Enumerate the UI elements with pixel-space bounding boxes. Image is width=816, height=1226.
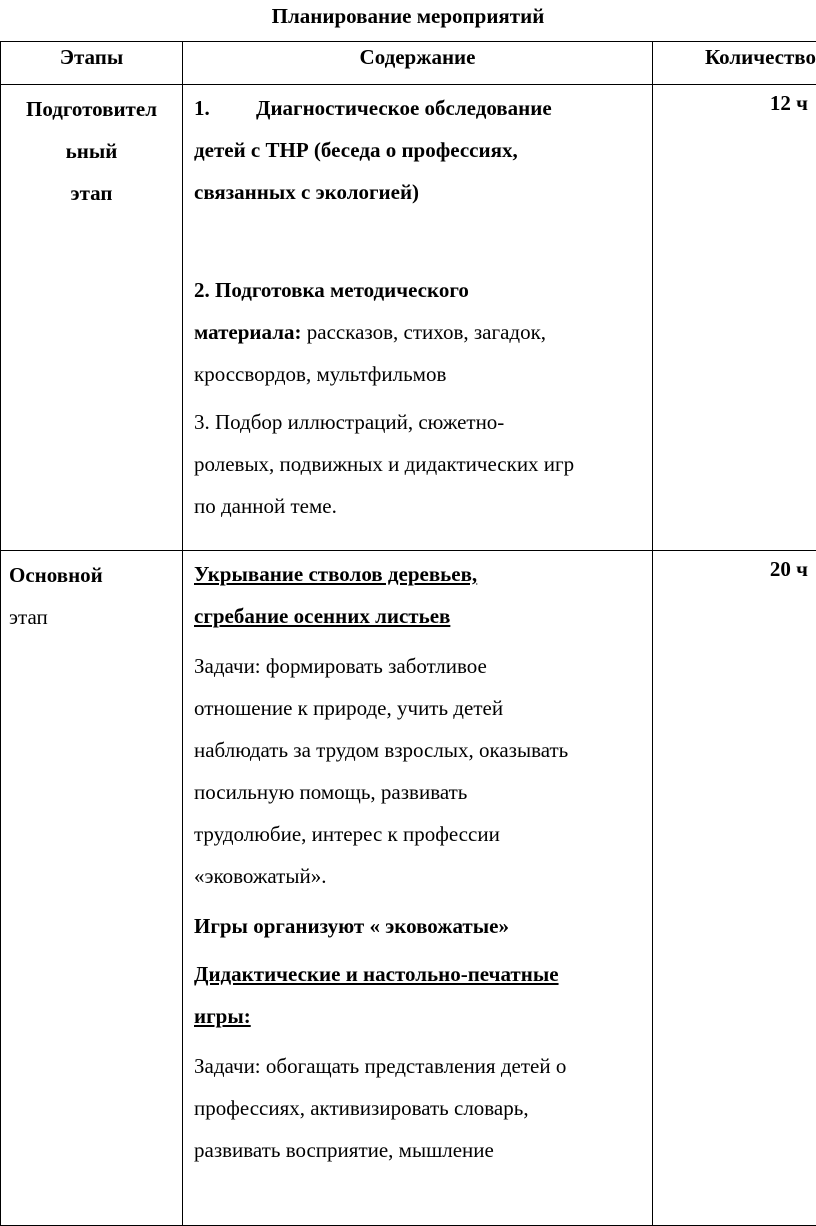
tasks-line: развивать восприятие, мышление — [194, 1129, 644, 1171]
header-quantity: Количество — [653, 42, 816, 85]
item2-text: рассказов, стихов, загадок, — [302, 320, 547, 344]
stage-line: этап — [9, 596, 182, 638]
item2-heading-cont: материала: — [194, 320, 302, 344]
tasks-line: «эковожатый». — [194, 855, 644, 897]
activity-heading: Укрывание стволов деревьев, — [194, 553, 644, 595]
tasks-line: трудолюбие, интерес к профессии — [194, 813, 644, 855]
table-row — [1, 551, 816, 1226]
item1-line: детей с ТНР (беседа о профессиях, — [194, 129, 644, 171]
didactic-heading: игры: — [194, 995, 644, 1037]
tasks-line: Задачи: формировать заботливое — [194, 645, 644, 687]
tasks-line: наблюдать за трудом взрослых, оказывать — [194, 729, 644, 771]
item3-line: 3. Подбор иллюстраций, сюжетно- — [194, 401, 644, 443]
stage-cell — [1, 85, 183, 551]
stage-line: этап — [1, 172, 182, 214]
item2-heading: 2. Подготовка методического — [194, 269, 644, 311]
tasks-line: отношение к природе, учить детей — [194, 687, 644, 729]
item2-line: кроссвордов, мультфильмов — [194, 353, 644, 395]
games-organizers: Игры организуют « эковожатые» — [194, 905, 644, 947]
tasks-line: профессиях, активизировать словарь, — [194, 1087, 644, 1129]
stage-line: Подготовител — [1, 88, 182, 130]
content-cell — [183, 85, 653, 551]
item2-line — [194, 311, 644, 353]
quantity-cell: 20 ч — [653, 551, 816, 1226]
item1-number: 1. — [194, 87, 256, 129]
item3-line: по данной теме. — [194, 485, 644, 527]
stage-cell — [1, 551, 183, 1226]
quantity-cell: 12 ч — [653, 85, 816, 551]
tasks-line: Задачи: обогащать представления детей о — [194, 1045, 644, 1087]
activity-heading: сгребание осенних листьев — [194, 595, 644, 637]
stage-line: Основной — [9, 554, 182, 596]
item1-text: Диагностическое обследование — [256, 96, 552, 120]
table-row — [1, 85, 816, 551]
header-content: Содержание — [183, 42, 653, 85]
item1-line: связанных с экологией) — [194, 171, 644, 213]
item1-line — [194, 87, 644, 129]
item3-line: ролевых, подвижных и дидактических игр — [194, 443, 644, 485]
plan-table — [0, 41, 816, 1226]
tasks-line: посильную помощь, развивать — [194, 771, 644, 813]
stage-line: ьный — [1, 130, 182, 172]
page-title: Планирование мероприятий — [0, 4, 816, 28]
content-cell — [183, 551, 653, 1226]
didactic-heading: Дидактические и настольно-печатные — [194, 953, 644, 995]
header-stage: Этапы — [1, 42, 183, 85]
table-header-row — [1, 42, 816, 85]
